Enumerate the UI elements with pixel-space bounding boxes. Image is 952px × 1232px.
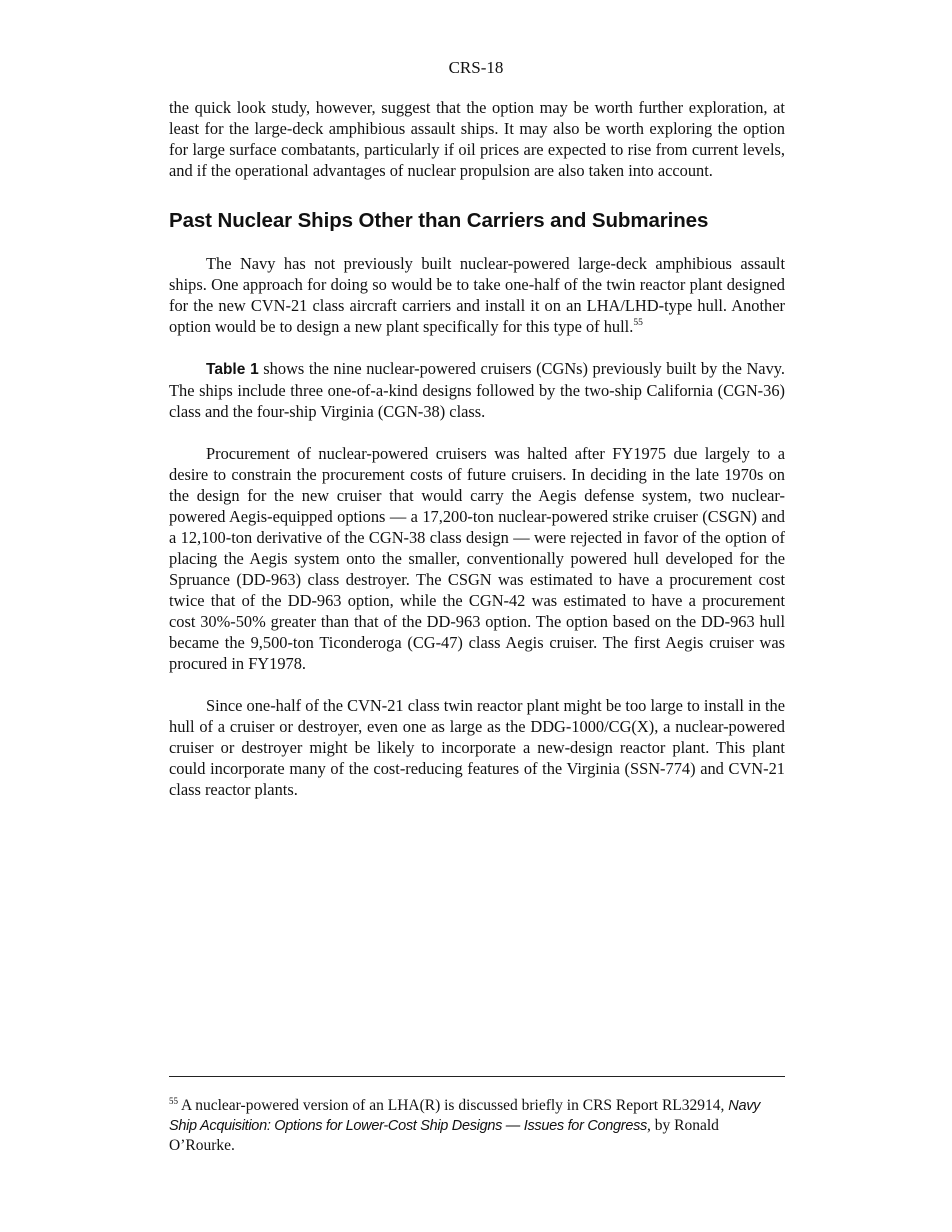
paragraph-table-ref-text: shows the nine nuclear-powered cruisers (CGNs) previously built by the Navy. The ships include three one-of-a-kind designs followed by the two-ship California (CGN-36) class and the four-ship Virginia (CGN-38) class. bbox=[169, 359, 785, 421]
footnote-text-after: , by Ronald O’Rourke. bbox=[169, 1117, 719, 1154]
footnote-text-before: A nuclear-powered version of an LHA(R) is discussed briefly in CRS Report RL32914, bbox=[178, 1097, 729, 1114]
paragraph-amphibious bbox=[169, 253, 785, 337]
table-reference-link[interactable]: Table 1 bbox=[206, 361, 259, 378]
footnote-divider bbox=[169, 1076, 785, 1077]
paragraph-procurement: Procurement of nuclear-powered cruisers was halted after FY1975 due largely to a desire to constrain the procurement costs of future cruisers. In deciding in the late 1970s on the design for the new cruiser that would carry the Aegis defense system, two nuclear-powered Aegis-equipped options — a 17,200-ton nuclear-powered strike cruiser (CSGN) and a 12,100-ton derivative of the CGN-38 class design — were rejected in favor of the option of placing the Aegis system onto the smaller, conventionally powered hull developed for the Spruance (DD-963) class destroyer. The CSGN was estimated to have a procurement cost twice that of the DD-963 option, while the CGN-42 was estimated to have a procurement cost 30%-50% greater than that of the DD-963 option. The option based on the DD-963 hull became the 9,500-ton Ticonderoga (CG-47) class Aegis cruiser. The first Aegis cruiser was procured in FY1978. bbox=[169, 444, 785, 673]
paragraph-table-ref bbox=[169, 358, 785, 422]
paragraph-reactor-plant: Since one-half of the CVN-21 class twin reactor plant might be too large to install in the hull of a cruiser or destroyer, even one as large as the DDG-1000/CG(X), a nuclear-powered cruiser or destroyer might be likely to incorporate a new-design reactor plant. This plant could incorporate many of the cost-reducing features of the Virginia (SSN-774) and CVN-21 class reactor plants. bbox=[169, 696, 785, 799]
page-header: CRS-18 bbox=[448, 58, 504, 77]
footnote-reference[interactable]: 55 bbox=[633, 318, 643, 328]
section-heading: Past Nuclear Ships Other than Carriers and Submarines bbox=[169, 209, 709, 232]
footnote-report-title: Navy Ship Acquisition: Options for Lower-Cost Ship Designs — Issues for Congress bbox=[169, 1098, 761, 1134]
footnote-number: 55 bbox=[169, 1096, 178, 1106]
main-content bbox=[169, 97, 785, 800]
paragraph-amphibious-text: The Navy has not previously built nuclear-powered large-deck amphibious assault ships. One approach for doing so would be to take one-half of the twin reactor plant designed for the new CVN-21 class aircraft carriers and install it on an LHA/LHD-type hull. Another option would be to design a new plant specifically for this type of hull. bbox=[169, 254, 785, 336]
paragraph-continuation: the quick look study, however, suggest that the option may be worth further exploration, at least for the large-deck amphibious assault ships. It may also be worth exploring the option for large surface combatants, particularly if oil prices are expected to rise from current levels, and if the operational advantages of nuclear propulsion are also taken into account. bbox=[169, 98, 785, 180]
footnote bbox=[169, 1096, 785, 1156]
